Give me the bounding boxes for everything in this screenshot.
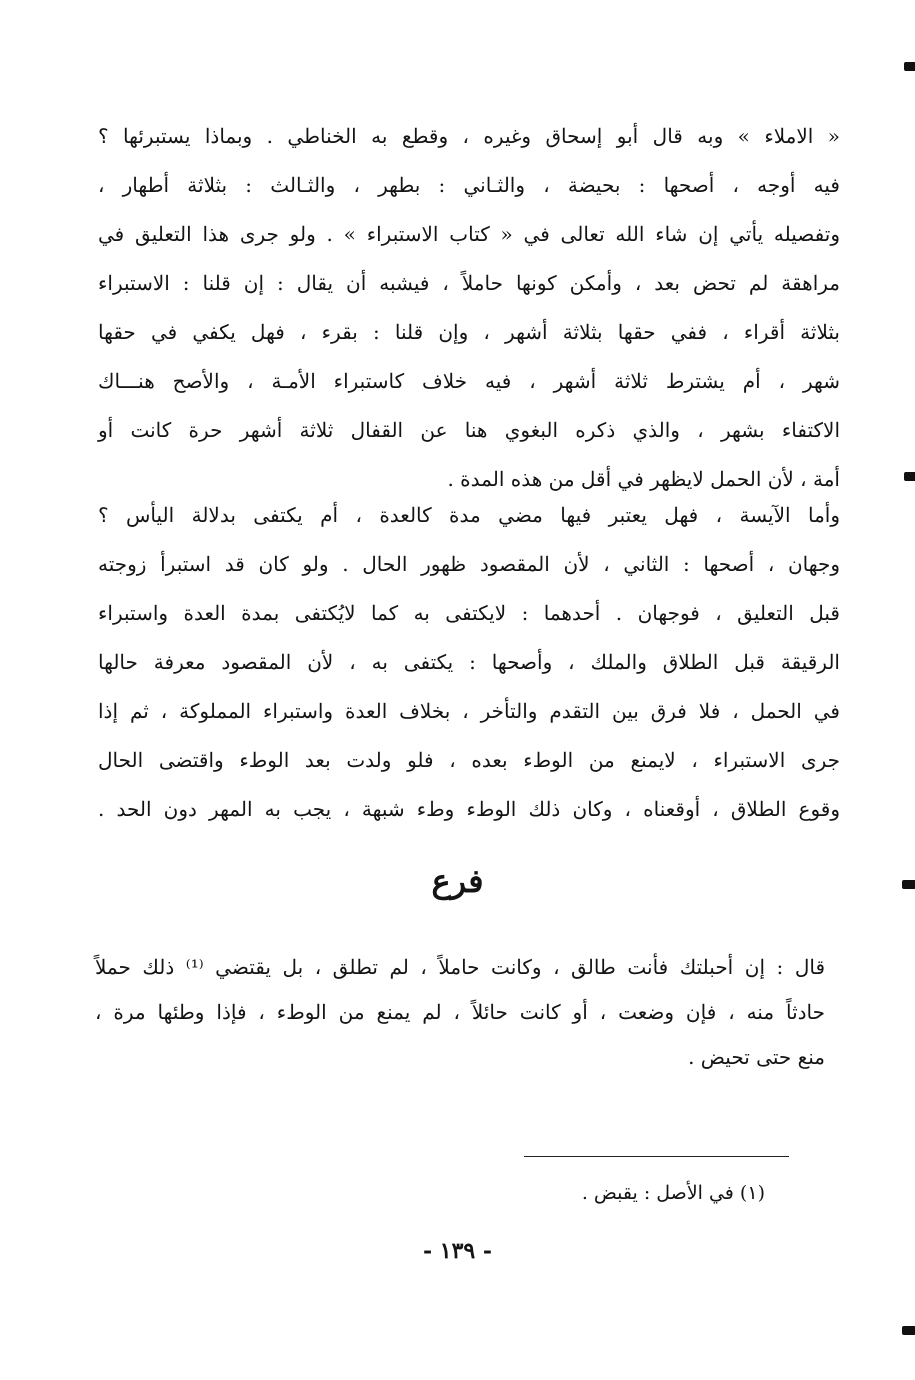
text-line: شهر ، أم يشترط ثلاثة أشهر ، فيه خلاف كاستبراء الأمـة ، والأصح هنـــاك [98,369,840,393]
text-line: حادثاً منه ، فإن وضعت ، أو كانت حائلاً ، لم يمنع من الوطء ، فإذا وطئها مرة ، [95,1000,825,1024]
text-line: قال : إن أحبلتك فأنت طالق ، وكانت حاملاً ، لم تطلق ، بل يقتضي ⁽¹⁾ ذلك حملاً [95,955,826,979]
text-line: بثلاثة أقراء ، ففي حقها بثلاثة أشهر ، وإن قلنا : بقرء ، فهل يكفي في حقها [98,320,840,344]
text-line: الرقيقة قبل الطلاق والملك ، وأصحها : يكتفى به ، لأن المقصود معرفة حالها [98,650,840,674]
page-edge-mark [902,880,915,889]
paragraph-2 [98,491,840,834]
page-edge-mark [904,472,915,481]
page-number: - ١٣٩ - [422,1238,493,1264]
paragraph-3 [95,945,825,1080]
text-line: وتفصيله يأتي إن شاء الله تعالى في « كتاب الاستبراء » . ولو جرى هذا التعليق في [98,222,840,246]
page-edge-mark [902,1326,915,1335]
page-edge-mark [904,62,915,71]
paragraph-1 [98,112,840,504]
footnote-divider [524,1156,789,1157]
text-line: وأما الآيسة ، فهل يعتبر فيها مضي مدة كالعدة ، أم يكتفى بدلالة اليأس ؟ [98,503,840,527]
text-line: قبل التعليق ، فوجهان . أحدهما : لايكتفى به كما لايُكتفى بمدة العدة واستبراء [98,601,840,625]
text-line: وجهان ، أصحها : الثاني ، لأن المقصود ظهور الحال . ولو كان قد استبرأ زوجته [98,552,841,576]
text-line: الاكتفاء بشهر ، والذي ذكره البغوي هنا عن القفال ثلاثة أشهر حرة كانت أو [98,418,840,442]
text-line: فيه أوجه ، أصحها : بحيضة ، والثـاني : بطهر ، والثـالث : بثلاثة أطهار ، [98,173,840,197]
text-line: « الاملاء » وبه قال أبو إسحاق وغيره ، وقطع به الخناطي . وبماذا يستبرئها ؟ [98,124,840,148]
section-heading: فرع [431,862,484,900]
text-line: أمة ، لأن الحمل لايظهر في أقل من هذه المدة . [447,467,840,491]
text-line: مراهقة لم تحض بعد ، وأمكن كونها حاملاً ، فيشبه أن يقال : إن قلنا : الاستبراء [98,271,840,295]
text-line: وقوع الطلاق ، أوقعناه ، وكان ذلك الوطء وطء شبهة ، يجب به المهر دون الحد . [98,797,840,821]
text-line: في الحمل ، فلا فرق بين التقدم والتأخر ، بخلاف العدة واستبراء المملوكة ، ثم إذا [98,699,840,723]
text-line: منع حتى تحيض . [688,1045,825,1069]
text-line: جرى الاستبراء ، لايمنع من الوطء بعده ، فلو ولدت بعد الوطء واقتضى الحال [98,748,840,772]
footnote: (١) في الأصل : يقبض . [581,1182,765,1204]
